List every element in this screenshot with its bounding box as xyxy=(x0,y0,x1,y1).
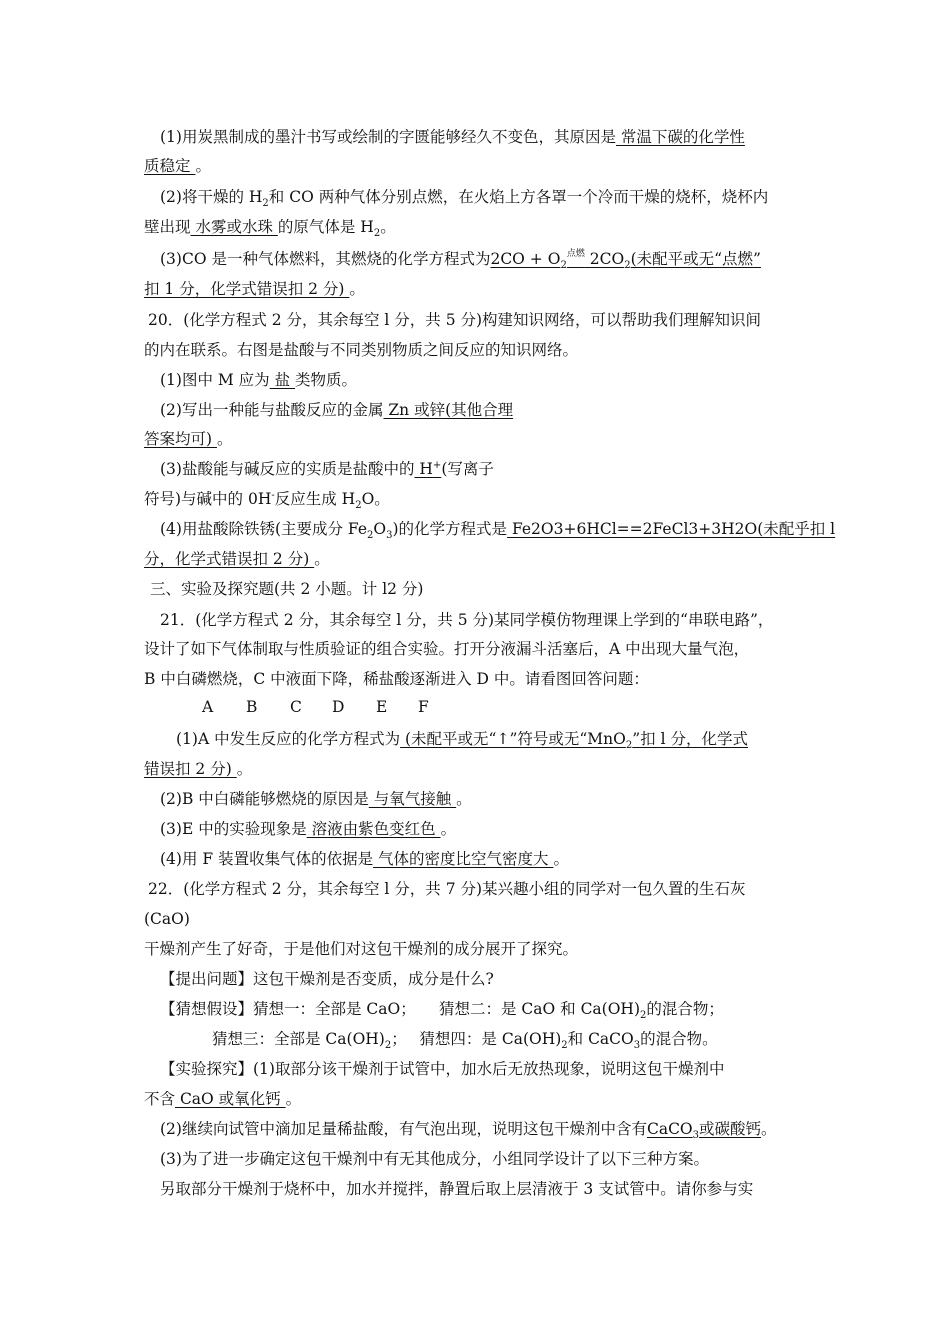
apparatus-label-c: C xyxy=(290,698,302,716)
q21-part-4: (4)用 F 装置收集气体的依据是 气体的密度比空气密度大 。 xyxy=(160,850,569,868)
q1-line-1: (1)用炭黑制成的墨汁书写或绘制的字匮能够经久不变色，其原因是 常温下碳的化学性 xyxy=(160,128,745,146)
apparatus-label-d: D xyxy=(332,698,345,716)
q1-answer: 常温下碳的化学性 xyxy=(615,128,745,146)
q20-intro-1: 20．(化学方程式 2 分，其余每空 l 分，共 5 分)构建知识网络，可以帮助我们理解知识间 xyxy=(148,311,762,329)
q22-hypothesis-1: 【猜想假设】猜想一：全部是 CaO； 猜想二：是 CaO 和 $Ca(OH)_2$的混合物； xyxy=(160,1000,724,1022)
q3-equation: $2CO + O_2^{点燃}$ $2CO_2$(未配平或无“点燃” xyxy=(490,249,761,272)
q21-intro-1: 21．(化学方程式 2 分，其余每空 l 分，共 5 分)某同学模仿物理课上学到的“串联电路”， xyxy=(160,611,774,629)
q21-intro-3: B 中白磷燃烧，C 中液面下降，稀盐酸逐渐进入 D 中。请看图回答问题： xyxy=(144,670,649,688)
q21-part-2: (2)B 中白磷能够燃烧的原因是 与氧气接触 。 xyxy=(160,790,472,808)
q22-part-3: (3)为了进一步确定这包干燥剂中有无其他成分，小组同学设计了以下三种方案。 xyxy=(160,1150,709,1168)
section-3-heading: 三、实验及探究题(共 2 小题。计 l2 分) xyxy=(150,580,424,598)
q22-question: 【提出问题】这包干燥剂是否变质，成分是什么? xyxy=(160,970,494,988)
q2-line-1: (2)将干燥的 $H_2$和 CO 两种气体分别点燃，在火焰上方各罩一个冷而干燥的烧杯，烧杯内 xyxy=(160,188,769,210)
q1-line-2: 质稳定 。 xyxy=(144,157,211,175)
apparatus-label-e: E xyxy=(376,698,388,716)
q20-part-4: (4)用盐酸除铁锈(主要成分 $Fe_2O_3$)的化学方程式是 Fe2O3+6HCl==2FeCl3+3H2O(未配乎扣 l xyxy=(160,520,836,542)
apparatus-label-a: A xyxy=(202,698,214,716)
apparatus-label-b: B xyxy=(246,698,258,716)
q22-intro-3: 干燥剂产生了好奇，于是他们对这包干燥剂的成分展开了探究。 xyxy=(144,940,579,958)
q22-part-4: 另取部分干燥剂于烧杯中，加水并搅拌，静置后取上层清液于 3 支试管中。请你参与实 xyxy=(160,1180,754,1198)
apparatus-label-f: F xyxy=(418,698,429,716)
q20-part-2-cont: 答案均可) 。 xyxy=(144,430,233,448)
q21-part-1-cont: 错误扣 2 分) 。 xyxy=(144,760,253,778)
q21-intro-2: 设计了如下气体制取与性质验证的组合实验。打开分液漏斗活塞后，A 中出现大量气泡， xyxy=(144,640,750,658)
q21-part-3: (3)E 中的实验现象是 溶液由紫色变红色 。 xyxy=(160,820,457,838)
q3-line-1: (3)CO 是一种气体燃料，其燃烧的化学方程式为$2CO + O_2^{点燃}$ $2CO_2$(未配平或无“点燃” xyxy=(160,249,761,272)
q22-intro-2: (CaO) xyxy=(144,910,190,928)
q2-line-2: 壁出现 水雾或水珠 的原气体是 $H_2$。 xyxy=(144,218,396,240)
q20-part-3: (3)盐酸能与碱反应的实质是盐酸中的 H+(写离子 xyxy=(160,459,494,478)
q20-part-2: (2)写出一种能与盐酸反应的金属 Zn 或锌(其他合理 xyxy=(160,401,514,419)
q3-line-2: 扣 1 分，化学式错误扣 2 分) 。 xyxy=(144,280,365,298)
q20-intro-2: 的内在联系。右图是盐酸与不同类别物质之间反应的知识网络。 xyxy=(144,341,579,359)
q22-intro-1: 22．(化学方程式 2 分，其余每空 l 分，共 7 分)某兴趣小组的同学对一包久置的生石灰 xyxy=(148,880,746,898)
q22-experiment-1-cont: 不含 CaO 或氧化钙 。 xyxy=(144,1090,302,1108)
q2-answer: 水雾或水珠 xyxy=(190,218,278,236)
q22-part-2: (2)继续向试管中滴加足量稀盐酸，有气泡出现，说明这包干燥剂中含有CaCO$_3$或碳酸钙。 xyxy=(160,1120,777,1142)
q22-hypothesis-2: 猜想三：全部是 $Ca(OH)_2$； 猜想四：是 $Ca(OH)_2$和 CaCO$_3$的混合物。 xyxy=(212,1030,718,1052)
q20-part-3-cont: 符号)与碱中的 0H-反应生成 $H_2O$。 xyxy=(144,489,390,512)
q20-part-1: (1)图中 M 应为 盐 类物质。 xyxy=(160,371,358,389)
q21-part-1: (1)A 中发生反应的化学方程式为 (未配平或无“↑”符号或无“MnO$_2$”扣 l 分，化学式 xyxy=(176,730,748,752)
q20-part-4-cont: 分，化学式错误扣 2 分) 。 xyxy=(144,550,330,568)
q22-experiment-1: 【实验探究】(1)取部分该干燥剂于试管中，加水后无放热现象，说明这包干燥剂中 xyxy=(160,1060,725,1078)
